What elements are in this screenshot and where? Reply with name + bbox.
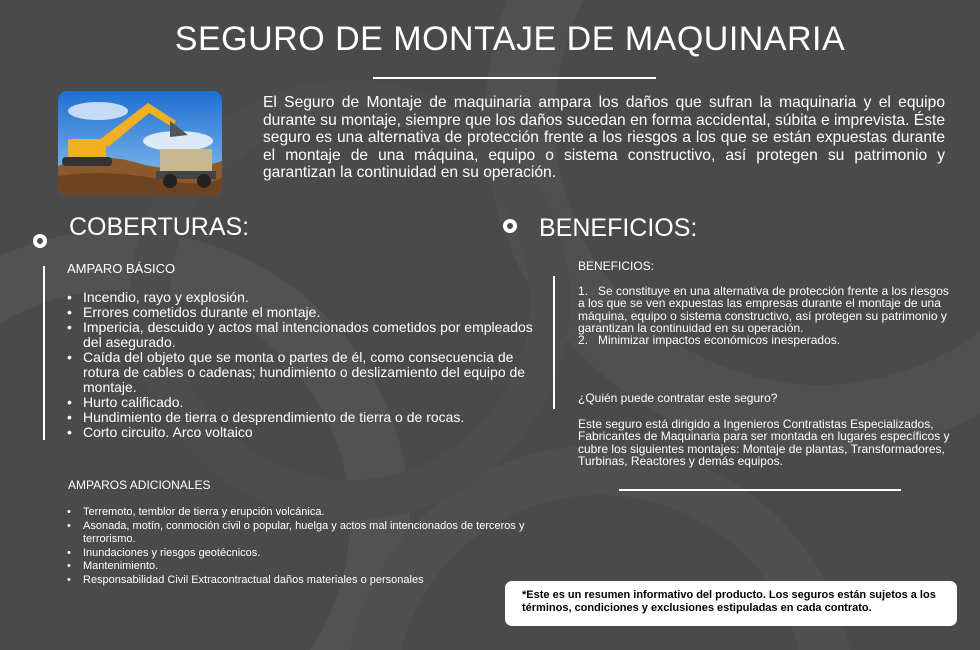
list-number: 1.	[578, 284, 589, 298]
list-item: • Responsabilidad Civil Extracontractual daños materiales o personales	[67, 574, 527, 588]
quien-question: ¿Quién puede contratar este seguro?	[578, 391, 778, 405]
list-item: • Impericia, descuido y actos mal intencionados cometidos por empleados del asegurado.	[67, 320, 537, 350]
list-text: Se constituye en una alternativa de protección frente a los riesgos a los que se ven expuestas las empresas durante el montaje de una máquina, equipo o sistema constructivo, así protegen su patrimonio y garantizan la continuidad en su operación.	[578, 284, 949, 335]
list-item: • Corto circuito. Arco voltaico	[67, 425, 537, 440]
beneficios-divider	[553, 276, 555, 409]
beneficios-heading: BENEFICIOS:	[578, 259, 655, 273]
coberturas-title: COBERTURAS:	[69, 213, 250, 241]
list-item: • Errores cometidos durante el montaje.	[67, 305, 537, 320]
beneficios-list	[578, 285, 958, 346]
list-item: • Inundaciones y riesgos geotécnicos.	[67, 547, 527, 561]
list-item: • Asonada, motín, conmoción civil o popular, huelga y actos mal intencionados de terceros y terrorismo.	[67, 520, 527, 547]
amparos-adicionales-heading: AMPAROS ADICIONALES	[68, 478, 211, 492]
list-item: • Terremoto, temblor de tierra y erupción volcánica.	[67, 506, 527, 520]
disclaimer-note: *Este es un resumen informativo del producto. Los seguros están sujetos a los términos, condiciones y exclusiones estipuladas en cada contrato.	[505, 581, 957, 626]
list-text: Minimizar impactos económicos inesperados.	[598, 333, 841, 348]
list-item: • Caída del objeto que se monta o partes de él, como consecuencia de rotura de cables o cadenas; hundimiento o deslizamiento del equipo de montaje.	[67, 350, 537, 395]
amparo-basico-list	[67, 290, 537, 440]
list-item	[578, 334, 958, 346]
beneficios-bottom-divider	[619, 489, 901, 491]
list-number: 2.	[578, 333, 589, 348]
list-item: • Hurto calificado.	[67, 395, 537, 410]
amparos-adicionales-list	[67, 506, 527, 587]
list-item: • Mantenimiento.	[67, 560, 527, 574]
excavator-photo	[58, 91, 222, 196]
coberturas-divider	[43, 266, 45, 440]
list-item	[578, 285, 958, 334]
radio-bullet-icon	[33, 234, 47, 248]
title-divider	[373, 77, 656, 79]
quien-answer: Este seguro está dirigido a Ingenieros Contratistas Especializados, Fabricantes de Maquinaria para ser montada en lugares específicos y cubre los siguientes montajes: Montaje de plantas, Transformadores, Turbinas, Reactores y demás equipos.	[578, 417, 950, 469]
beneficios-title: BENEFICIOS:	[539, 214, 698, 242]
amparo-basico-heading: AMPARO BÁSICO	[67, 261, 176, 276]
list-item: • Incendio, rayo y explosión.	[67, 290, 537, 305]
intro-paragraph: El Seguro de Montaje de maquinaria ampara los daños que sufran la maquinaria y el equipo durante su montaje, siempre que los daños sucedan en forma accidental, súbita e imprevista. Éste seguro es una alternativa de protección frente a los riesgos a los que se están expuestas durante el montaje de una máquina, equipo o sistema constructivo, así protegen su patrimonio y garantizan la continuidad en su operación.	[263, 94, 945, 182]
radio-bullet-icon	[503, 219, 517, 233]
page-title: SEGURO DE MONTAJE DE MAQUINARIA	[174, 20, 846, 58]
list-item: • Hundimiento de tierra o desprendimiento de tierra o de rocas.	[67, 410, 537, 425]
